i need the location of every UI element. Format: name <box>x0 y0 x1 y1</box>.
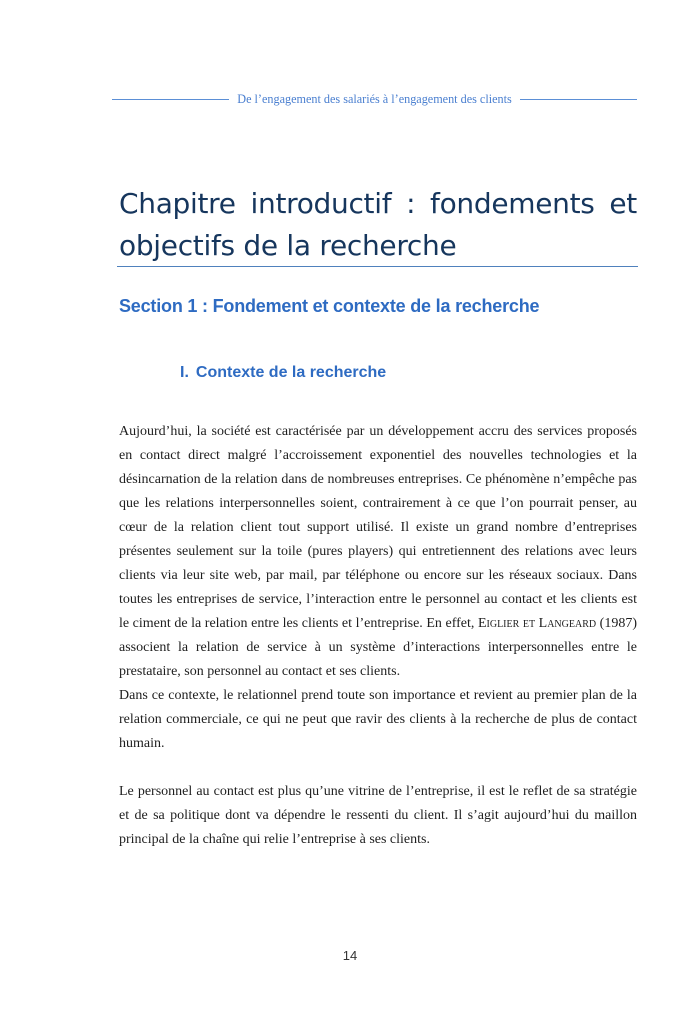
section-title: Section 1 : Fondement et contexte de la recherche <box>119 296 540 316</box>
running-header <box>112 90 637 108</box>
subsection-title: Contexte de la recherche <box>195 364 387 381</box>
citation-author-langeard: Langeard <box>538 616 597 631</box>
paragraph-1-text-a: Aujourd’hui, la société est caractérisée par un développement accru des services proposés en contact direct malgré l’accroissement exponentiel des nouvelles technologies et la désincarnation de la relation dans de nombreuses entreprises. Ce phénomène n’empêche pas que les relations interpersonnelles soient, contrairement à ce que l’on pourrait penser, au cœur de la relation client tout support utilisé. Il existe un grand nombre d’entreprises présentes seulement sur la toile (pures players) qui entretiennent des relations avec leurs clients via leur site web, par mail, par téléphone ou encore sur les réseaux sociaux. Dans toutes les entreprises de service, l’interaction entre le personnel au contact et les clients est le ciment de la relation entre les clients et l’entreprise. En effet, <box>119 424 637 631</box>
chapter-underline <box>117 266 638 267</box>
subsection-heading <box>180 364 386 382</box>
paragraph-3: Le personnel au contact est plus qu’une vitrine de l’entreprise, il est le reflet de sa stratégie et de sa politique dont va dépendre le ressenti du client. Il s’agit aujourd’hui du maillon principal de la chaîne qui relie l’entreprise à ses clients. <box>119 784 637 847</box>
citation-author-eiglier: Eiglier <box>477 616 520 631</box>
header-rule-right <box>520 99 637 100</box>
paragraph-1-text-b: (1987) associent la relation de service à un système d’interactions interpersonnelles entre le prestataire, son personnel au contact et ses clients. <box>119 616 638 679</box>
paragraph-2: Dans ce contexte, le relationnel prend toute son importance et revient au premier plan de la relation commerciale, ce qui ne peut que ravir des clients à la recherche de plus de contact humain. <box>119 688 637 751</box>
header-rule-left <box>112 99 229 100</box>
page-number: 14 <box>342 948 358 963</box>
subsection-number: I. <box>180 364 189 381</box>
running-header-text: De l’engagement des salariés à l’engagement des clients <box>237 91 512 106</box>
paragraph-1 <box>119 420 637 684</box>
chapter-title: Chapitre introductif : fondements et objectifs de la recherche <box>119 187 637 262</box>
body-text <box>119 420 637 852</box>
citation-conjunction: et <box>519 616 539 631</box>
